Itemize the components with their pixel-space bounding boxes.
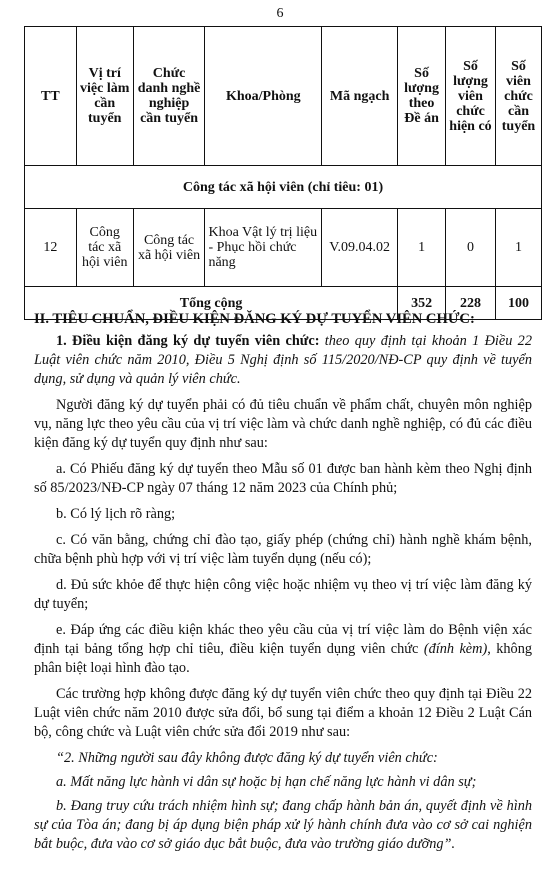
cell-chuc-danh: Công tác xã hội viên [133,209,205,287]
subsection-lead: 1. Điều kiện đăng ký dự tuyển viên chức: [56,333,320,349]
quote-heading: “2. Những người sau đây không được đăng ký dự tuyển viên chức: [56,750,438,766]
header-chuc-danh: Chức danh nghề nghiệp cần tuyển [133,27,205,166]
section-heading: II. TIÊU CHUẨN, ĐIỀU KIỆN ĐĂNG KÝ DỰ TUYỂN VIÊN CHỨC: [34,311,475,327]
cell-can-tuyen: 1 [495,209,541,287]
condition-d: d. Đủ sức khỏe để thực hiện công việc hoặc nhiệm vụ theo vị trí việc làm đăng ký dự tuyển; [34,577,532,612]
page-number: 6 [276,6,284,21]
condition-e-text: e. Đáp ứng các điều kiện khác theo yêu cầu của vị trí việc làm do Bệnh viện xác định tại bảng tổng hợp chỉ tiêu, điều kiện tuyển dụng viên chức [34,622,532,657]
condition-b: b. Có lý lịch rõ ràng; [56,506,176,522]
header-khoa-phong: Khoa/Phòng [205,27,322,166]
cell-tt: 12 [25,209,77,287]
cell-so-luong-de-an: 1 [398,209,446,287]
header-can-tuyen: Số viên chức cần tuyển [495,27,541,166]
total-label: Tổng cộng [25,287,398,320]
intro-paragraph: Người đăng ký dự tuyển phải có đủ tiêu chuẩn về phẩm chất, chuyên môn nghiệp vụ, năng lực theo yêu cầu của vị trí việc làm và chức danh nghề nghiệp, có đủ các điều kiện đăng ký dự tuyển quy định như sau: [34,397,532,451]
cell-ma-ngach: V.09.04.02 [322,209,398,287]
cases-paragraph: Các trường hợp không được đăng ký dự tuyển viên chức theo quy định tại Điều 22 Luật viên chức năm 2010 được sửa đổi, bổ sung tại điểm a khoản 12 Điều 2 Luật Cán bộ, công chức và Luật viên chức sửa đổi 2019 như sau: [34,686,532,740]
condition-e-tail: , không phân biệt loại hình đào tạo. [34,641,532,676]
total-can-tuyen: 100 [495,287,541,320]
subsection-text: theo quy định tại khoản 1 Điều 22 Luật viên chức năm 2010, Điều 5 Nghị định số 115/2020/NĐ-CP quy định về tuyển dụng, sử dụng và quản lý viên chức. [34,333,532,387]
table-header-row [25,27,542,166]
condition-e-attachment: (đính kèm) [423,641,488,657]
header-ma-ngach: Mã ngạch [322,27,398,166]
table-section-row [25,166,542,209]
subsection-paragraph [34,332,532,389]
quote-b: b. Đang truy cứu trách nhiệm hình sự; đang chấp hành bản án, quyết định về hình sự của Tòa án; đang bị áp dụng biện pháp xử lý hành chính đưa vào cơ sở cai nghiện bắt buộc, đưa vào cơ sở giáo dục bắt buộc, đưa vào trường giáo dưỡng”. [34,798,532,852]
header-vi-tri: Vị trí việc làm cần tuyển [76,27,133,166]
cell-vi-tri: Công tác xã hội viên [76,209,133,287]
recruitment-table [24,26,542,320]
header-hien-co: Số lượng viên chức hiện có [446,27,496,166]
total-hien-co: 228 [446,287,496,320]
total-so-luong-de-an: 352 [398,287,446,320]
section-title: Công tác xã hội viên (chỉ tiêu: 01) [25,166,542,209]
header-so-luong-de-an: Số lượng theo Đề án [398,27,446,166]
header-tt: TT [25,27,77,166]
quote-a: a. Mất năng lực hành vi dân sự hoặc bị hạn chế năng lực hành vi dân sự; [56,774,477,790]
document-body [34,310,532,859]
cell-hien-co: 0 [446,209,496,287]
cell-khoa-phong: Khoa Vật lý trị liệu - Phục hồi chức năng [205,209,322,287]
condition-c: c. Có văn bằng, chứng chỉ đào tạo, giấy phép (chứng chỉ) hành nghề khám bệnh, chữa bệnh phù hợp với vị trí việc làm tuyển dụng (nếu có); [34,532,532,567]
condition-a: a. Có Phiếu đăng ký dự tuyển theo Mẫu số 01 được ban hành kèm theo Nghị định số 85/2023/NĐ-CP ngày 07 tháng 12 năm 2023 của Chính phủ; [34,461,532,496]
condition-e [34,621,532,678]
table-row [25,209,542,287]
